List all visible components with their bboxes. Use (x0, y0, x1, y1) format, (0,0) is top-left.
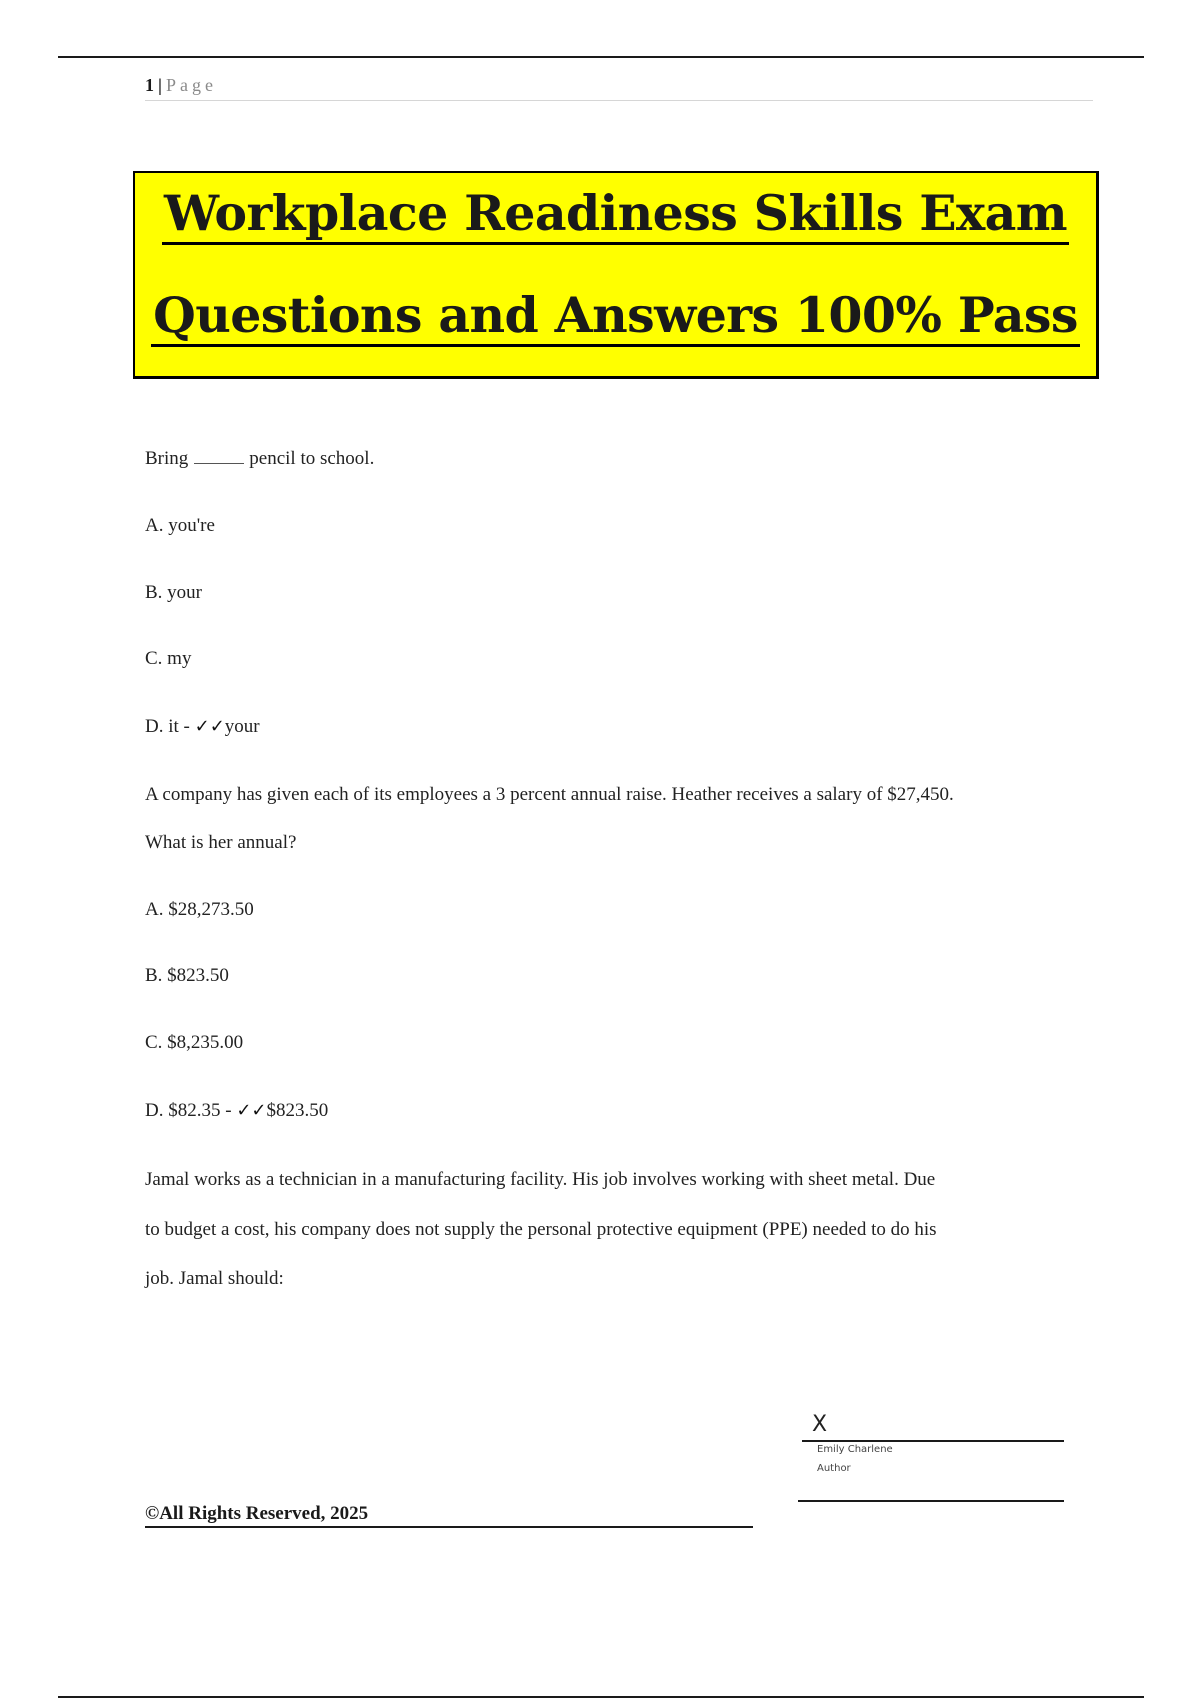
bottom-rule (58, 1696, 1144, 1698)
signature-role: Author (817, 1463, 851, 1474)
check-icon: ✓✓ (236, 1100, 267, 1121)
question-1-answer: your (224, 716, 260, 737)
top-rule (58, 56, 1144, 58)
question-1-option-d (145, 716, 260, 738)
page-separator: | (158, 75, 162, 95)
page-header (145, 72, 1093, 101)
question-1-option-b: B. your (145, 582, 202, 603)
question-3-stem-line-3: job. Jamal should: (145, 1268, 284, 1289)
question-2-stem-line-1: A company has given each of its employees a 3 percent annual raise. Heather receives a salary of $27,450. (145, 784, 954, 805)
signature-name: Emily Charlene (817, 1444, 893, 1455)
question-3-stem-line-1: Jamal works as a technician in a manufacturing facility. His job involves working with sheet metal. Due (145, 1169, 936, 1190)
signature-mark: X (812, 1412, 828, 1437)
signature-underline (798, 1500, 1064, 1502)
question-1-option-c: C. my (145, 648, 192, 669)
title-line-1 (135, 184, 1096, 242)
page-label: Page (165, 75, 217, 95)
question-2-option-d-text: D. $82.35 - (145, 1100, 237, 1121)
question-2-option-c: C. $8,235.00 (145, 1032, 244, 1053)
question-2-stem-line-2: What is her annual? (145, 832, 297, 853)
answer-blank (194, 451, 244, 464)
question-1-stem (145, 448, 374, 470)
title-banner (133, 171, 1099, 379)
question-2-option-b: B. $823.50 (145, 965, 229, 986)
title-line-2 (135, 286, 1096, 344)
question-1-option-d-text: D. it - (145, 716, 195, 737)
question-1-stem-before: Bring (145, 448, 189, 469)
question-1-stem-after: pencil to school. (249, 448, 375, 469)
question-2-answer: $823.50 (266, 1100, 329, 1121)
question-2-option-d (145, 1100, 328, 1122)
question-1-option-a: A. you're (145, 515, 215, 536)
title-text-2: Questions and Answers 100% Pass (151, 286, 1080, 347)
title-text-1: Workplace Readiness Skills Exam (162, 184, 1069, 245)
copyright-notice: ©All Rights Reserved, 2025 (145, 1502, 753, 1528)
page-number: 1 (145, 75, 154, 95)
signature-line (802, 1440, 1064, 1442)
check-icon: ✓✓ (194, 716, 225, 737)
question-3-stem-line-2: to budget a cost, his company does not supply the personal protective equipment (PPE) needed to do his (145, 1219, 937, 1240)
question-2-option-a: A. $28,273.50 (145, 899, 254, 920)
